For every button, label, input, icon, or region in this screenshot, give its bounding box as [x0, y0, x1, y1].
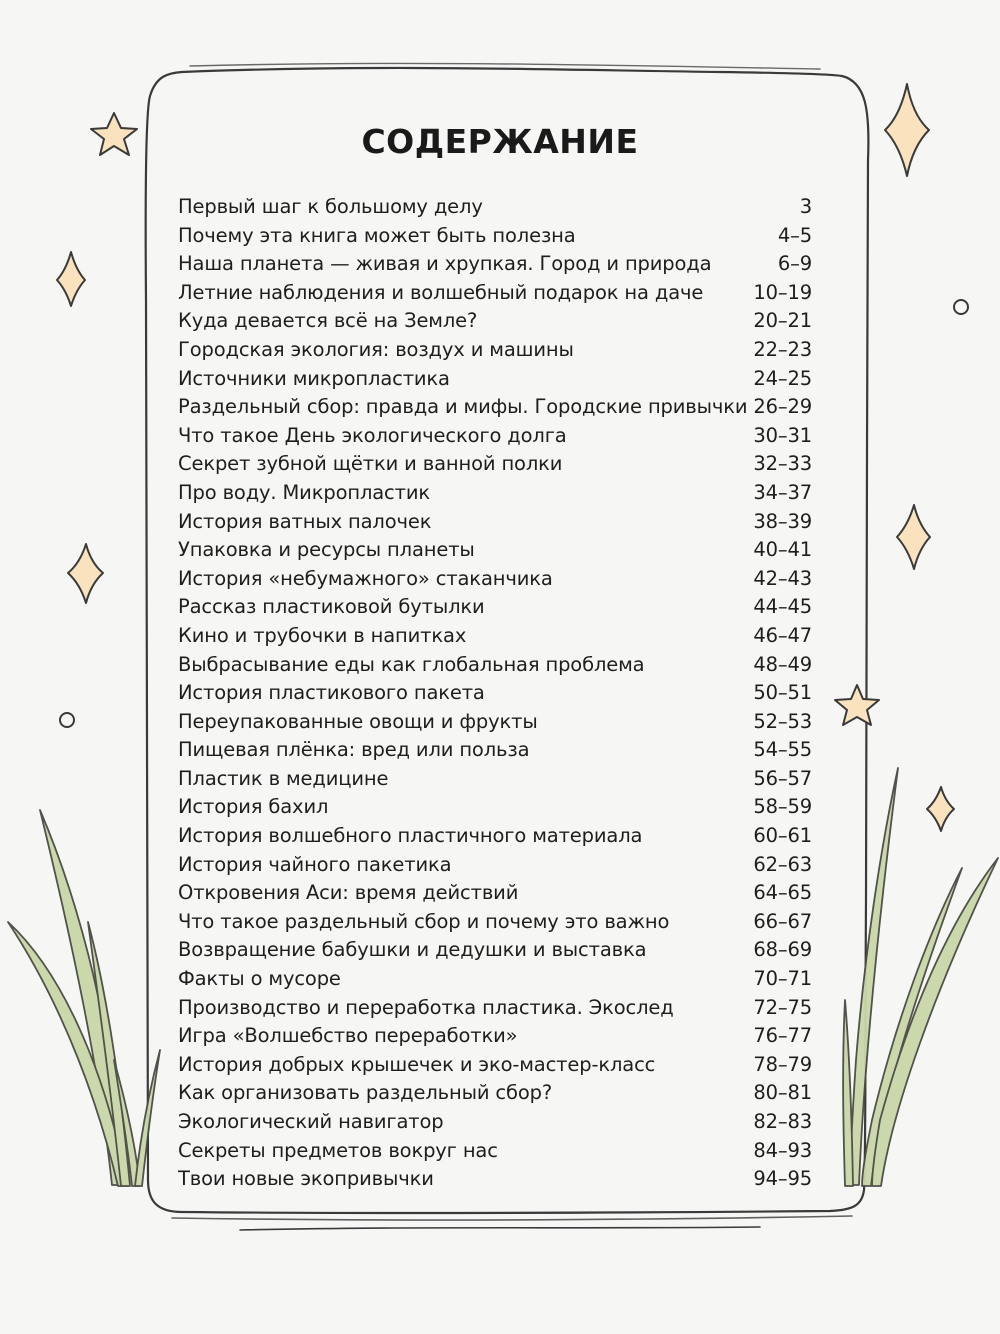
toc-entry [178, 651, 812, 680]
toc-entry-title: Почему эта книга может быть полезна [178, 223, 576, 247]
toc-entry [178, 908, 812, 937]
toc-entry [178, 1108, 812, 1137]
toc-entry-title: Игра «Волшебство переработки» [178, 1024, 518, 1048]
toc-entry [178, 479, 812, 508]
toc-entry-pages: 66–67 [753, 909, 812, 933]
toc-entry [178, 965, 812, 994]
toc-entry-pages: 4–5 [777, 223, 812, 247]
toc-entry-pages: 30–31 [753, 423, 812, 447]
toc-entry-pages: 94–95 [753, 1167, 812, 1191]
toc-entry-title: Выбрасывание еды как глобальная проблема [178, 652, 645, 676]
toc-entry-title: История бахил [178, 795, 329, 819]
table-of-contents [178, 193, 812, 1194]
toc-entry [178, 250, 812, 279]
toc-entry-pages: 50–51 [753, 681, 812, 705]
toc-entry-pages: 82–83 [753, 1110, 812, 1133]
toc-entry-pages: 46–47 [753, 623, 812, 647]
toc-entry-pages: 3 [799, 195, 812, 218]
toc-entry-title: Секрет зубной щётки и ванной полки [178, 452, 563, 476]
toc-entry-pages: 42–43 [753, 566, 812, 590]
toc-entry [178, 851, 812, 880]
toc-entry-pages: 48–49 [753, 652, 812, 676]
toc-entry-pages: 54–55 [753, 738, 812, 762]
circle-icon [954, 300, 968, 314]
page-title: СОДЕРЖАНИЕ [361, 122, 639, 161]
toc-entry [178, 708, 812, 737]
toc-entry-pages: 78–79 [753, 1052, 812, 1076]
toc-entry-title: Экологический навигатор [178, 1110, 444, 1133]
toc-entry-pages: 70–71 [753, 967, 812, 991]
toc-entry-title: Упаковка и ресурсы планеты [178, 538, 475, 562]
toc-entry-title: История пластикового пакета [178, 681, 485, 705]
toc-entry-pages: 44–45 [753, 595, 812, 619]
toc-entry-title: Источники микропластика [178, 366, 450, 390]
toc-entry [178, 336, 812, 365]
toc-entry-title: Наша планета — живая и хрупкая. Город и природа [178, 252, 712, 276]
toc-entry [178, 307, 812, 336]
toc-entry-title: Пластик в медицине [178, 766, 389, 790]
toc-entry-title: Как организовать раздельный сбор? [178, 1081, 553, 1105]
toc-entry-pages: 72–75 [753, 995, 812, 1019]
toc-entry-title: История «небумажного» стаканчика [178, 566, 553, 590]
toc-entry [178, 1137, 812, 1166]
toc-entry-pages: 32–33 [753, 452, 812, 476]
toc-entry-title: Откровения Аси: время действий [178, 881, 519, 905]
star-icon [835, 685, 879, 725]
toc-entry-title: Кино и трубочки в напитках [178, 623, 467, 647]
toc-entry [178, 936, 812, 965]
grass-illustration [8, 810, 160, 1186]
toc-entry-title: Твои новые экопривычки [178, 1167, 434, 1191]
toc-entry [178, 365, 812, 394]
toc-entry-title: Производство и переработка пластика. Экослед [178, 995, 674, 1019]
toc-entry-title: Секреты предметов вокруг нас [178, 1138, 498, 1162]
circle-icon [60, 713, 74, 727]
toc-entry-title: Первый шаг к большому делу [178, 195, 483, 218]
toc-entry-pages: 80–81 [753, 1081, 812, 1105]
toc-entry [178, 793, 812, 822]
toc-entry-pages: 84–93 [753, 1138, 812, 1162]
toc-entry [178, 508, 812, 537]
toc-entry [178, 679, 812, 708]
toc-entry [178, 422, 812, 451]
toc-entry-pages: 62–63 [753, 852, 812, 876]
toc-entry-pages: 26–29 [753, 395, 812, 419]
toc-entry [178, 593, 812, 622]
sparkle-icon [897, 505, 930, 569]
sparkle-icon [927, 787, 954, 831]
toc-entry-pages: 6–9 [777, 252, 812, 276]
toc-entry [178, 222, 812, 251]
toc-entry [178, 622, 812, 651]
toc-entry-title: Факты о мусоре [178, 967, 341, 991]
toc-entry [178, 765, 812, 794]
toc-entry [178, 450, 812, 479]
toc-entry-title: История добрых крышечек и эко-мастер-класс [178, 1052, 656, 1076]
toc-entry-title: Куда девается всё на Земле? [178, 309, 478, 333]
toc-entry-pages: 58–59 [753, 795, 812, 819]
toc-entry-title: Что такое День экологического долга [178, 423, 567, 447]
toc-entry [178, 393, 812, 422]
toc-entry-pages: 38–39 [753, 509, 812, 533]
toc-entry [178, 193, 812, 222]
toc-entry-title: Возвращение бабушки и дедушки и выставка [178, 938, 647, 962]
toc-entry [178, 1079, 812, 1108]
toc-entry-title: Что такое раздельный сбор и почему это важно [178, 909, 670, 933]
toc-entry-pages: 34–37 [753, 480, 812, 504]
toc-entry [178, 736, 812, 765]
toc-entry-pages: 60–61 [753, 824, 812, 848]
toc-entry-pages: 56–57 [753, 766, 812, 790]
toc-entry [178, 1165, 812, 1194]
sparkle-icon [68, 544, 103, 603]
toc-entry-title: История ватных палочек [178, 509, 432, 533]
toc-entry-pages: 52–53 [753, 709, 812, 733]
toc-entry-title: Переупакованные овощи и фрукты [178, 709, 538, 733]
toc-entry [178, 1022, 812, 1051]
sparkle-icon [57, 252, 85, 306]
toc-entry-pages: 20–21 [753, 309, 812, 333]
toc-entry-pages: 76–77 [753, 1024, 812, 1048]
toc-entry-title: Пищевая плёнка: вред или польза [178, 738, 530, 762]
toc-entry-pages: 40–41 [753, 538, 812, 562]
toc-entry-title: История волшебного пластичного материала [178, 824, 643, 848]
toc-entry-title: Рассказ пластиковой бутылки [178, 595, 485, 619]
toc-entry-title: Летние наблюдения и волшебный подарок на даче [178, 280, 704, 304]
toc-entry [178, 565, 812, 594]
toc-entry [178, 879, 812, 908]
toc-entry [178, 822, 812, 851]
toc-entry-pages: 22–23 [753, 337, 812, 361]
toc-entry [178, 279, 812, 308]
toc-entry-title: Раздельный сбор: правда и мифы. Городские привычки [178, 395, 748, 419]
toc-entry-pages: 64–65 [753, 881, 812, 905]
toc-entry [178, 1051, 812, 1080]
toc-entry [178, 994, 812, 1023]
toc-entry-pages: 24–25 [753, 366, 812, 390]
toc-entry [178, 536, 812, 565]
toc-entry-title: История чайного пакетика [178, 852, 452, 876]
toc-entry-title: Городская экология: воздух и машины [178, 337, 574, 361]
toc-entry-pages: 10–19 [753, 280, 812, 304]
toc-entry-title: Про воду. Микропластик [178, 480, 430, 504]
toc-entry-pages: 68–69 [753, 938, 812, 962]
